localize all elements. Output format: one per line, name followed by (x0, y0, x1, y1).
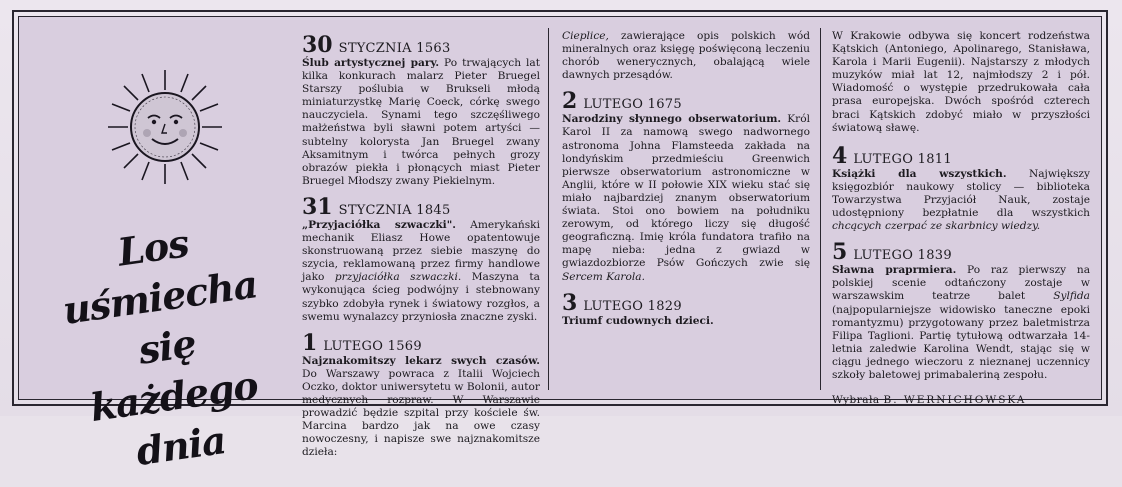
entry-text: Król Karol II za namową swego nadwornego astronoma Johna Flamsteeda zakłada na londyńskim przedmieściu Greenwich pierwsze obserwatorium astronomiczne w Anglii, które w II połowie XIX wieku stać się miało najbardziej znanym obserwatorium świata. Stoi ono bowiem na południku zerowym, od którego liczy się długość geograficzną. Imię króla fundatora trafiło na mapę nieba: jedna z gwiazd w gwiazdozbiorze Psów Gończych zwie się (562, 113, 810, 270)
entry-body (562, 315, 810, 328)
entry-heading (832, 142, 1090, 169)
entry-title: Narodziny słynnego obserwatorium. (562, 113, 782, 126)
entry-heading (302, 329, 540, 356)
entry-title: „Przyjaciółka szwaczki". (302, 218, 456, 231)
entry-text: Maszyna ta wykonująca ścieg podwójny i stebnowany szybko zdobyła rynek i światowy rozgłos, a swemu wynalazcy przyniosła znaczne zyski. (302, 271, 540, 323)
entry-title: Ślub artystycznej pary. (302, 57, 440, 69)
entry-title: Sławna praprmiera. (832, 264, 957, 277)
column-divider (548, 28, 549, 390)
entry-text-italic: przyjaciółka szwaczki. (334, 271, 462, 284)
entry-body-continued (562, 30, 810, 82)
entry-month: LUTEGO 1569 (323, 338, 422, 354)
entry-heading (562, 88, 810, 115)
entry-heading (562, 289, 810, 316)
entry-text-italic: Sylfida (1053, 290, 1090, 303)
entry-title: Książki dla wszystkich. (832, 167, 1007, 180)
entry-title: Najznakomitszy lekarz swych czasów. (302, 354, 540, 367)
entry-month: STYCZNIA 1845 (338, 202, 451, 218)
entry-text-italic: chcących czerpać ze skarbnicy wiedzy. (832, 220, 1041, 233)
entry-body-continued (832, 30, 1090, 135)
entry-day: 4 (832, 142, 848, 169)
script-title-line-2: uśmiecha się (60, 261, 260, 373)
entry-month: LUTEGO 1675 (583, 97, 682, 113)
column-1 (258, 30, 540, 459)
author-signature (832, 394, 1090, 407)
script-title-line-3: każdego dnia (87, 362, 261, 475)
entry-text: Po trwających lat kilka konkurach malarz Pieter Bruegel Starszy poślubia w Brukseli młodą miniaturzystkę Marię Coeck, córkę swego nauczyciela. Synami tego szczęśliwego małżeństwa byli sławni potem artyści — subtelny kolorysta Jan Bruegel zwany Aksamitnym i twórca pełnych grozy obrazów piekła i płonących miast Pieter Bruegel Młodszy zwany Piekielnym. (302, 57, 540, 187)
entry-text: Amerykański mechanik Eliasz Howe opatentowuje skonstruowaną przez siebie maszynę do szycia, reklamowaną przez firmy handlowe jako (302, 218, 540, 284)
entry-text-italic: Sercem Karola. (562, 270, 645, 283)
entry-body (832, 168, 1090, 233)
entry-day: 5 (832, 239, 848, 266)
entry-text: (najpopularniejsze widowisko taneczne epoki romantyzmu) przygotowany przez baletmistrza Filipa Taglioni. Partię tytułową odtwarzała 14-letnia zaledwie Karolina Wendt, stając się w ciągu jednego wieczoru z nieznanej uczennicy szkoły baletowej primabaleriną zespołu. (832, 303, 1090, 381)
entry-day: 30 (302, 32, 333, 58)
entry-text: Po raz pierwszy na polskiej scenie odtańczony zostaje w warszawskim teatrze balet (832, 264, 1091, 303)
entry-day: 2 (562, 88, 578, 115)
entry-title: Triumf cudownych dzieci. (562, 314, 714, 327)
entry-day: 3 (562, 289, 578, 316)
entry-body (832, 264, 1090, 382)
entry-body (258, 57, 540, 188)
entry-text: Największy księgozbiór naukowy stolicy — biblioteka Towarzystwa Przyjaciół Nauk, zostaje udostępniony bezpłatnie dla wszystkich (832, 167, 1090, 220)
entry-month: STYCZNIA 1563 (338, 41, 451, 56)
entry-text: W Krakowie odbywa się koncert rodzeństwa Kątskich (Antoniego, Apolinarego, Stanisława, Karola i Marii Eugenii). Najstarszy z młodych muzyków miał lat 12, najmłodszy 2 i pół. Wiadomość o występie przedrukowała cała prasa europejska. Dwóch spośród czterech braci Kątskich zdobyć miało w przyszłości światową sławę. (832, 30, 1090, 134)
column-2 (562, 30, 810, 328)
signature-name: B. WERNICHOWSKA (883, 394, 1027, 407)
entry-month: LUTEGO 1829 (583, 298, 682, 314)
entry-month: LUTEGO 1811 (853, 151, 952, 167)
smiling-sun-icon (100, 62, 230, 192)
entry-day: 1 (302, 329, 318, 356)
entry-text-italic: Cieplice, (562, 30, 609, 42)
entry-month: LUTEGO 1839 (853, 248, 952, 264)
signature-label: Wybrała (832, 394, 880, 407)
entry-text: Do Warszawy powraca z Italii Wojciech Oczko, doktor uniwersytetu w Bolonii, autor medycznych rozpraw. W Warszawie prowadzić będzie szpital przy kościele św. Marcina bardzo jak na owe czasy nowoczesny, i napisze swe najznakomitsze dzieła: (302, 367, 540, 459)
entry-heading (302, 34, 540, 56)
entry-heading (832, 239, 1090, 266)
column-divider (820, 28, 821, 390)
entry-heading (302, 193, 540, 220)
entry-body (258, 219, 540, 324)
entry-body (562, 113, 810, 283)
script-title-line-1: Los (114, 220, 192, 275)
entry-body (258, 354, 540, 459)
entry-day: 31 (302, 193, 333, 220)
entry-text: zawierające opis polskich wód mineralnych oraz księgę poświęconą leczeniu chorób wenerycznych, obalającą wiele dawnych przesądów. (562, 30, 810, 82)
column-3 (832, 30, 1090, 407)
